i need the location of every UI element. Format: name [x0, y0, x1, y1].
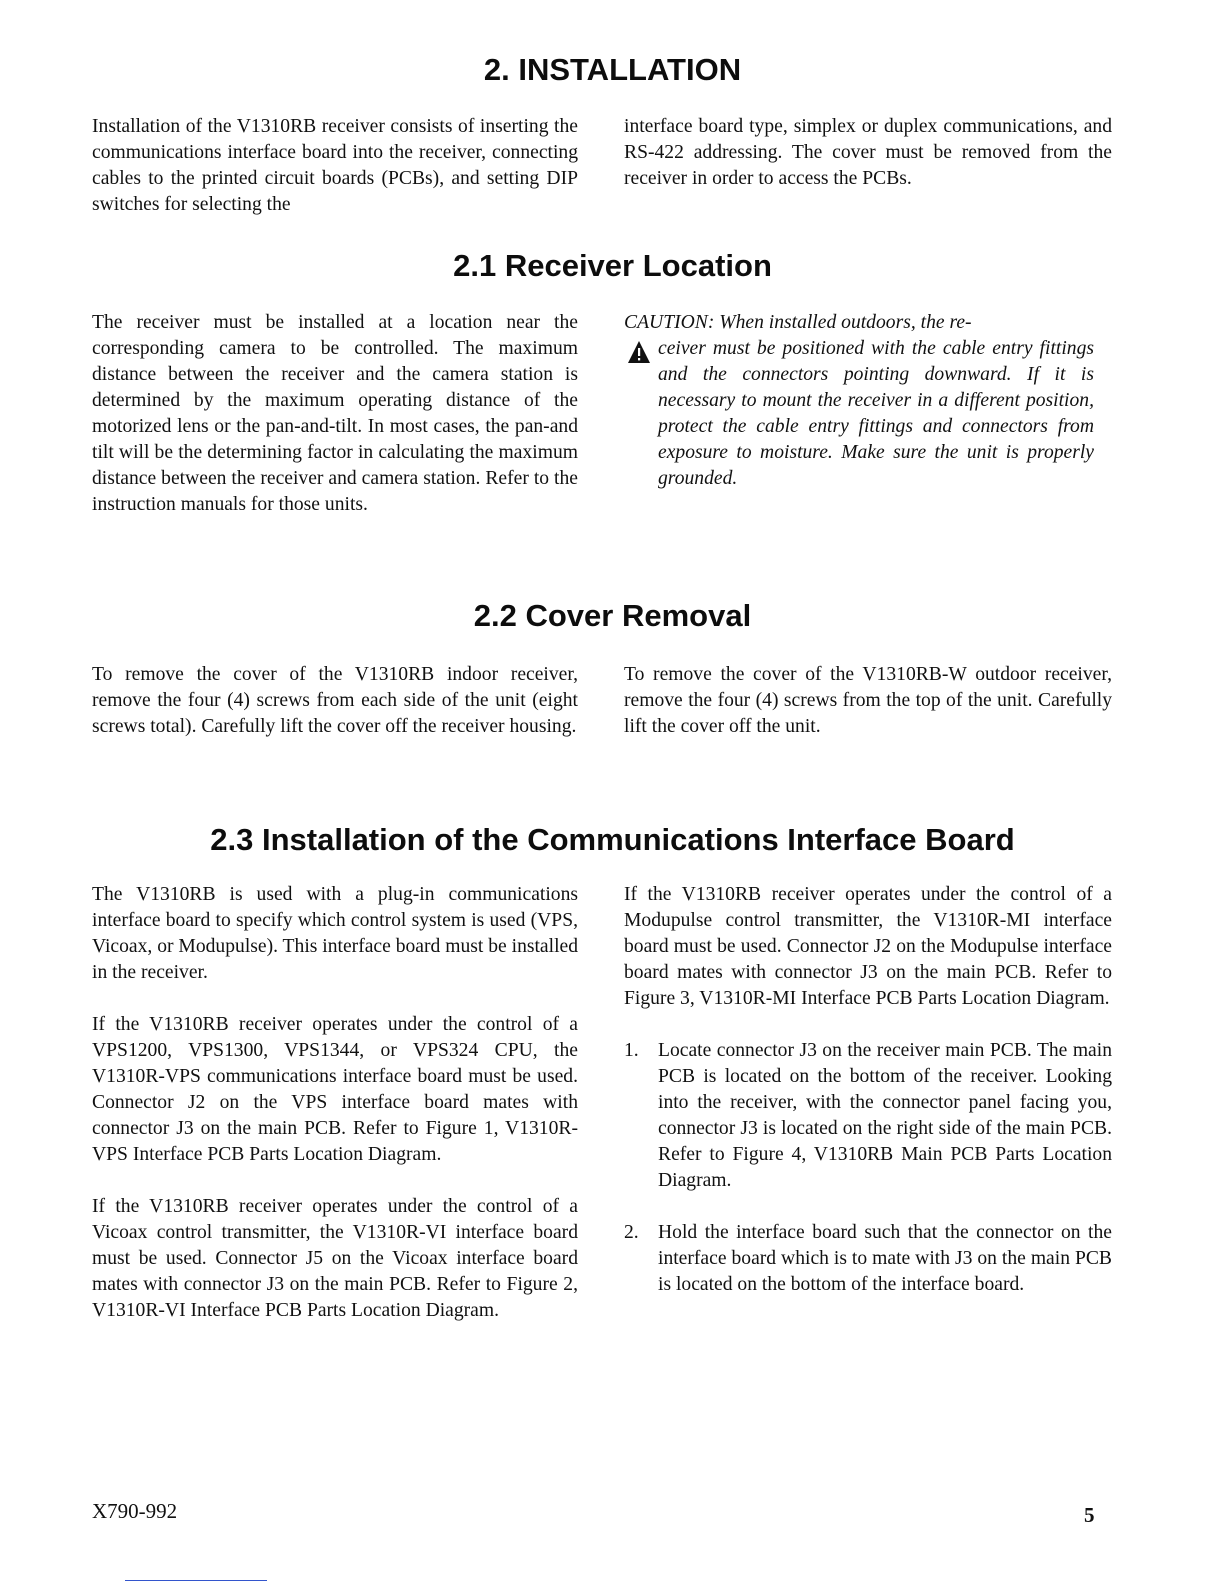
paragraph: If the V1310RB receiver operates under the control of a Vicoax control transmitter, the V1310R-VI interface board must be used. Connector J5 on the Vicoax interface board mates with connector J3 on the main PCB. Refer to Figure 2, V1310R-VI Interface PCB Parts Location Diagram.: [92, 1196, 578, 1321]
section-heading-receiver-location: 2.1 Receiver Location: [453, 248, 772, 283]
list-item: [624, 1220, 1112, 1298]
caution-body: ceiver must be positioned with the cable entry fittings and the connectors pointing downward. If it is necessary to mount the receiver in a different position, protect the cable entry fittings and connectors from exposure to moisture. Make sure the unit is properly grounded.: [658, 338, 1094, 489]
list-text: Hold the interface board such that the connector on the interface board which is to mate with J3 on the main PCB is located on the bottom of the interface board.: [658, 1222, 1112, 1295]
caution-note: [624, 310, 1094, 492]
page-title: 2. INSTALLATION: [483, 52, 742, 87]
section-heading-cover-removal: 2.2 Cover Removal: [473, 598, 752, 633]
page-number: 5: [1084, 1503, 1095, 1527]
paragraph: The V1310RB is used with a plug-in communications interface board to specify which control system is used (VPS, Vicoax, or Modupulse). This interface board must be installed in the receiver.: [92, 884, 579, 983]
paragraph: If the V1310RB receiver operates under the control of a Modupulse control transmitter, the V1310R-MI interface board must be used. Connector J2 on the Modupulse interface board mates with connector J3 on the main PCB. Refer to Figure 3, V1310R-MI Interface PCB Parts Location Diagram.: [624, 884, 1112, 1009]
installation-text-left: Installation of the V1310RB receiver consists of inserting the communications interface board into the receiver, connecting cables to the printed circuit boards (PCBs), and setting DIP switches for selecting the: [92, 116, 578, 215]
section-heading-interface-board: 2.3 Installation of the Communications Interface Board: [210, 822, 1015, 857]
caution-lead: CAUTION: When installed outdoors, the re-: [624, 312, 972, 333]
paragraph: If the V1310RB receiver operates under the control of a VPS1200, VPS1300, VPS1344, or VPS324 CPU, the V1310R-VPS communications interface board must be used. Connector J2 on the VPS interface board mates with connector J3 on the main PCB. Refer to Figure 1, V1310R-VPS Interface PCB Parts Location Diagram.: [92, 1014, 578, 1165]
interface-board-right-column: [624, 882, 1112, 1298]
interface-board-left-column: [92, 882, 578, 1324]
cover-removal-text-right: To remove the cover of the V1310RB-W outdoor receiver, remove the four (4) screws from the top of the unit. Carefully lift the cover off the unit.: [624, 664, 1112, 737]
installation-text-right: interface board type, simplex or duplex communications, and RS-422 addressing. The cover must be removed from the receiver in order to access the PCBs.: [624, 116, 1112, 189]
receiver-location-text: The receiver must be installed at a location near the corresponding camera to be controlled. The maximum distance between the receiver and the camera station is determined by the maximum operating distance of the motorized lens or the pan-and-tilt. In most cases, the pan-and tilt will be the determining factor in calculating the maximum distance between the receiver and camera station. Refer to the instruction manuals for those units.: [92, 312, 578, 515]
list-text: Locate connector J3 on the receiver main PCB. The main PCB is located on the bottom of the receiver. Looking into the receiver, with the connector panel facing you, connector J3 is located on the right side of the main PCB. Refer to Figure 4, V1310RB Main PCB Parts Location Diagram.: [658, 1040, 1112, 1191]
list-number: 1.: [624, 1040, 639, 1061]
document-number: X790-992: [92, 1499, 178, 1523]
cover-removal-text-left: To remove the cover of the V1310RB indoor receiver, remove the four (4) screws from each side of the unit (eight screws total). Carefully lift the cover off the receiver housing.: [92, 664, 578, 737]
list-number: 2.: [624, 1222, 639, 1243]
list-item: [624, 1038, 1112, 1194]
divider: [125, 1580, 267, 1581]
